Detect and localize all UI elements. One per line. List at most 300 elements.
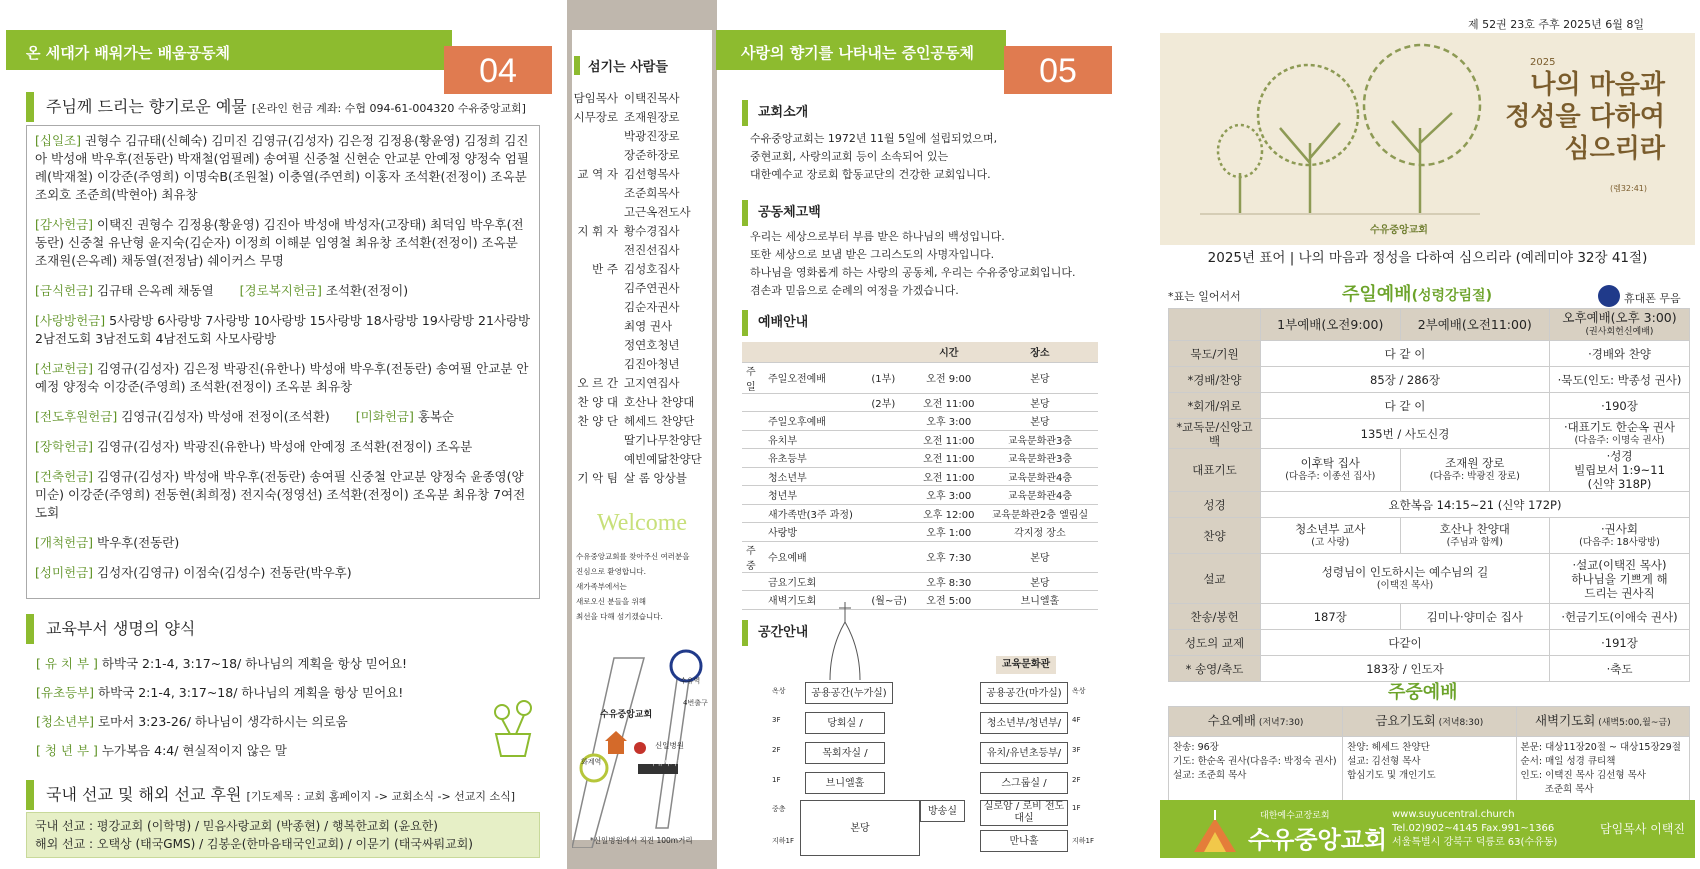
edu-dept: [ 청 년 부 ] xyxy=(36,743,98,758)
order-row xyxy=(1169,367,1690,393)
afternoon-text: ·190장 xyxy=(1601,398,1638,413)
order-row xyxy=(1169,630,1690,656)
staff-name: 고근옥전도사 xyxy=(624,205,691,219)
order-row xyxy=(1169,341,1690,367)
schedule-time: 오후 3:00 xyxy=(916,412,982,431)
order-label: * 송영/축도 xyxy=(1169,656,1261,682)
afternoon-cell xyxy=(1550,554,1690,604)
confess-text xyxy=(750,228,1100,300)
staff-role: 담임목사 xyxy=(573,91,618,105)
afternoon-cell xyxy=(1550,449,1690,492)
staff-row xyxy=(572,146,712,165)
floor-label: 옥상 xyxy=(772,687,786,695)
schedule-row xyxy=(742,467,1098,486)
welcome-line: 새로오신 분들을 위해 xyxy=(576,597,646,606)
church-logo-icon xyxy=(1190,810,1240,854)
schedule-place: 교육문화관2층 엘림실 xyxy=(982,504,1098,523)
floor-label: 중층 xyxy=(772,805,786,813)
staff-row xyxy=(572,108,712,127)
order-cell xyxy=(1261,518,1401,554)
order-cell xyxy=(1400,518,1550,554)
offering-label: [건축헌금] xyxy=(35,469,94,484)
staff-row xyxy=(572,222,712,241)
schedule-place: 교육문화관3층 xyxy=(982,430,1098,449)
afternoon-text: ·대표기도 한순옥 권사 xyxy=(1564,419,1675,434)
afternoon-text: ·권사회 xyxy=(1601,521,1638,536)
order-text: 호산나 찬양대 xyxy=(1439,521,1510,536)
afternoon-text: 하나님을 기쁘게 해 xyxy=(1571,571,1668,586)
weekday-col xyxy=(1169,707,1343,737)
footer-tel: Tel.02)902~4145 Fax.991~1366 xyxy=(1392,823,1555,834)
schedule-group xyxy=(742,430,764,449)
staff-name: 김성호집사 xyxy=(624,262,680,276)
afternoon-title: 오후예배(오후 3:00) xyxy=(1562,309,1677,325)
afternoon-cell xyxy=(1550,518,1690,554)
schedule-row xyxy=(742,591,1098,610)
offering-item xyxy=(35,312,531,348)
room-right: 공용공간(마가실) xyxy=(980,682,1068,704)
weekday-col-title: 새벽기도회 xyxy=(1534,712,1596,728)
schedule-part xyxy=(867,541,915,572)
order-text: 135번 / 사도신경 xyxy=(1360,426,1450,441)
church-steeple-icon xyxy=(800,598,890,683)
afternoon-text: ·축도 xyxy=(1606,661,1633,676)
offering-label: [선교헌금] xyxy=(35,361,94,376)
staff-role: 찬 양 단 xyxy=(577,414,618,428)
offering-names: 김영규(김성자) 박광진(유한나) 박성애 안예정 조석환(전정이) 조옥분 xyxy=(93,439,473,454)
schedule-service: 유치부 xyxy=(764,430,867,449)
offering-item xyxy=(35,564,531,582)
phone-mute-icon xyxy=(1598,285,1620,307)
order-cell xyxy=(1261,604,1401,630)
afternoon-cell xyxy=(1550,630,1690,656)
edu-list xyxy=(36,654,506,770)
room-left: 브니엘홀 xyxy=(805,772,885,794)
order-both xyxy=(1261,341,1550,367)
edu-item xyxy=(36,712,506,730)
schedule-row xyxy=(742,393,1098,412)
staff-role xyxy=(572,279,624,298)
order-text: 청소년부 교사 xyxy=(1295,521,1366,536)
schedule-time: 오후 3:00 xyxy=(916,486,982,505)
offering-label: [십일조] xyxy=(35,133,81,148)
staff-row xyxy=(572,165,712,184)
schedule-place: 본당 xyxy=(982,362,1098,393)
church-footer xyxy=(1160,800,1695,858)
staff-row xyxy=(572,450,712,469)
weekday-col-title: 금요기도회 xyxy=(1375,712,1436,728)
schedule-group xyxy=(742,523,764,542)
staff-row xyxy=(572,469,712,488)
afternoon-text: (신약 318P) xyxy=(1587,477,1652,491)
issue-info: 제 52권 23호 주후 2025년 6월 8일 xyxy=(1468,18,1644,31)
room-right: 스그룹실 / xyxy=(980,772,1068,794)
schedule-service: 수요예배 xyxy=(764,541,867,572)
order-both xyxy=(1261,419,1550,449)
order-text: 요한복음 14:15~21 (신약 172P) xyxy=(1388,497,1562,512)
staff-role xyxy=(572,203,624,222)
staff-role xyxy=(572,450,624,469)
edu-building-label: 교육문화관 xyxy=(996,656,1056,674)
location-map xyxy=(572,638,712,848)
staff-row xyxy=(572,374,712,393)
room-left: 본당 xyxy=(800,800,920,856)
schedule-place: 본당 xyxy=(982,572,1098,591)
staff-name: 김선형목사 xyxy=(624,167,680,181)
offering-label: [감사헌금] xyxy=(35,217,94,232)
staff-name: 장준하장로 xyxy=(624,148,680,162)
order-text: 성령님이 인도하시는 예수님의 길 xyxy=(1321,564,1489,579)
schedule-time: 오전 9:00 xyxy=(916,362,982,393)
schedule-row xyxy=(742,504,1098,523)
staff-role: 오 르 간 xyxy=(577,376,618,390)
flower-pot-icon xyxy=(488,700,538,760)
offering-item xyxy=(35,438,531,456)
cover-title-line3: 심으리라 xyxy=(1564,134,1665,164)
map-note: *신일병원에서 직진 100m거리 xyxy=(590,836,693,845)
floor-label: 옥상 xyxy=(1072,687,1086,695)
schedule-service xyxy=(764,393,867,412)
schedule-part: (2부) xyxy=(867,393,915,412)
offering-names: 김규태 은옥례 채동열 xyxy=(93,283,214,298)
welcome-line: 수유중앙교회를 찾아주신 여러분을 xyxy=(576,552,690,561)
staff-role xyxy=(572,298,624,317)
room-right: 유치/유년초등부/ xyxy=(980,742,1068,764)
worship-guide-title: 예배안내 xyxy=(742,310,808,336)
order-text: 조재원 장로 xyxy=(1445,456,1505,470)
schedule-time: 오전 11:00 xyxy=(916,430,982,449)
order-text: 187장 xyxy=(1313,609,1347,624)
afternoon-text: 드리는 권사직 xyxy=(1584,585,1655,600)
floor-label: 1F xyxy=(1072,804,1081,812)
schedule-service: 사랑방 xyxy=(764,523,867,542)
weekday-col-time: (저녁8:30) xyxy=(1435,717,1484,728)
staff-role xyxy=(572,241,624,260)
cover-logo: 수유중앙교회 xyxy=(1370,225,1428,236)
staff-name: 최영 권사 xyxy=(624,319,673,333)
order-row xyxy=(1169,419,1690,449)
intro-text xyxy=(750,130,1090,184)
floor-label: 3F xyxy=(772,716,781,724)
confess-title: 공동체고백 xyxy=(742,200,821,226)
staff-role: 교 역 자 xyxy=(577,167,618,181)
schedule-group xyxy=(742,467,764,486)
staff-role xyxy=(572,336,624,355)
confess-line: 우리는 세상으로부터 부름 받은 하나님의 백성입니다. xyxy=(750,230,1005,243)
offering-names: 홍복순 xyxy=(413,409,455,424)
schedule-row xyxy=(742,412,1098,431)
staff-name: 김순자권사 xyxy=(624,300,680,314)
staff-role xyxy=(572,355,624,374)
offering-title: 주님께 드리는 향기로운 예물 [온라인 헌금 계좌: 수협 094-61-004320 수유중앙교회] xyxy=(26,92,526,122)
staff-row xyxy=(572,184,712,203)
offering-label: [장학헌금] xyxy=(35,439,94,454)
staff-name: 호산나 찬양대 xyxy=(624,395,695,409)
schedule-place: 본당 xyxy=(982,541,1098,572)
weekday-fri xyxy=(1343,737,1516,802)
staff-role xyxy=(572,146,624,165)
weekday-line: 본문: 대상11장20절 ~ 대상15장29절 xyxy=(1520,742,1681,753)
offering-names: 이택진 권형수 김정용(황윤영) 김진아 박성애 박성자(고장태) 최덕임 박우후(전동란) 신중철 유난형 윤지숙(김순자) 이정희 이해분 임영철 최유창 조석환(전정이) 조옥분 조재원(은옥례) 채동열(전정남) 쉐이커스 무명 xyxy=(35,217,524,268)
staff-role: 지 휘 자 xyxy=(577,224,618,238)
order-text: 183장 / 인도자 xyxy=(1366,661,1444,676)
space-title: 공간안내 xyxy=(742,620,808,646)
phone-note: 휴대폰 무음 xyxy=(1624,292,1681,305)
footer-contact xyxy=(1392,808,1557,850)
mission-overseas: 해외 선교 : 오택상 (태국GMS) / 김봉운(한마음태국인교회) / 이문기 (태국싸뤄교회) xyxy=(35,837,473,851)
map-crossroad-label: 화계역 xyxy=(581,758,602,766)
offering-item xyxy=(35,216,531,270)
order-label: 찬송/봉헌 xyxy=(1169,604,1261,630)
weekday-dawn xyxy=(1516,737,1689,802)
schedule-service: 청년부 xyxy=(764,486,867,505)
staff-role: 찬 양 대 xyxy=(577,395,618,409)
staff-role xyxy=(572,184,624,203)
schedule-time: 오후 12:00 xyxy=(916,504,982,523)
stand-note: *표는 일어서서 xyxy=(1168,290,1241,303)
staff-name: 김주연권사 xyxy=(624,281,680,295)
order-text: 다 같 이 xyxy=(1384,346,1426,361)
schedule-row xyxy=(742,572,1098,591)
confess-line: 또한 세상으로 보냄 받은 그리스도의 사명자입니다. xyxy=(750,248,995,261)
staff-name: 조재원장로 xyxy=(624,110,680,124)
order-label: 성도의 교제 xyxy=(1169,630,1261,656)
afternoon-text: ·묵도(인도: 박종성 권사) xyxy=(1557,372,1682,387)
weekday-wed xyxy=(1169,737,1343,802)
page-header-2: 사랑의 향기를 나타내는 증인공동체 xyxy=(716,30,1006,70)
offering-names: 5사랑방 6사랑방 7사랑방 10사랑방 15사랑방 18사랑방 19사랑방 21사랑방 2남전도회 3남전도회 4남전도회 사모사랑방 xyxy=(35,313,531,346)
schedule-service: 주일오후예배 xyxy=(764,412,867,431)
staff-row xyxy=(572,260,712,279)
order-row xyxy=(1169,393,1690,419)
schedule-group xyxy=(742,504,764,523)
edu-lesson: 누가복음 4:4/ 현실적이지 않은 말 xyxy=(97,743,287,758)
floor-label: 1F xyxy=(772,776,781,784)
floor-label: 2F xyxy=(772,746,781,754)
order-text: 김미나·양미순 집사 xyxy=(1426,609,1523,624)
order-subtext: (고 사랑) xyxy=(1311,536,1350,548)
page-number-2: 05 xyxy=(1004,46,1112,94)
edu-dept: [청소년부] xyxy=(36,714,95,729)
edu-item xyxy=(36,741,506,759)
order-both xyxy=(1261,367,1550,393)
schedule-group: 주일 xyxy=(742,362,764,393)
schedule-part xyxy=(867,430,915,449)
schedule-time: 오후 8:30 xyxy=(916,572,982,591)
offering-label: [성미헌금] xyxy=(35,565,94,580)
order-cell xyxy=(1400,449,1550,492)
edu-lesson: 하박국 2:1-4, 3:17~18/ 하나님의 계획을 항상 믿어요! xyxy=(97,656,408,671)
room-left: 공용공간(누가실) xyxy=(805,682,893,704)
afternoon-cell xyxy=(1550,419,1690,449)
offering-names: 조석환(전정이) xyxy=(321,283,409,298)
schedule-service: 새가족반(3주 과정) xyxy=(764,504,867,523)
afternoon-text: ·설교(이택진 목사) xyxy=(1572,557,1667,572)
staff-role xyxy=(572,431,624,450)
schedule-part xyxy=(867,504,915,523)
schedule-time: 오전 11:00 xyxy=(916,449,982,468)
map-station-label: 수유역 xyxy=(680,677,701,685)
worship-schedule-table xyxy=(742,342,1098,610)
cover-art xyxy=(1160,33,1695,245)
weekday-col-time: (새벽5:00,월~금) xyxy=(1595,717,1671,728)
offering-names: 김영규(김성자) 김은정 박광진(유한나) 박성애 박우후(전동란) 송여필 안교분 안예정 양정숙 이강준(주영희) 조석환(전정이) 조옥분 최유창 xyxy=(35,361,529,394)
schedule-part xyxy=(867,467,915,486)
schedule-part xyxy=(867,486,915,505)
room-right: 만나홀 xyxy=(980,830,1068,852)
afternoon-text: 빌립보서 1:9~11 xyxy=(1574,463,1665,477)
edu-dept: [ 유 치 부 ] xyxy=(36,656,98,671)
staff-row xyxy=(572,241,712,260)
offering-label: [사랑방헌금] xyxy=(35,313,106,328)
staff-name: 조준희목사 xyxy=(624,186,680,200)
afternoon-cell xyxy=(1550,604,1690,630)
edu-lesson: 로마서 3:23-26/ 하나님이 생각하시는 의로움 xyxy=(94,714,348,729)
order-subtext: (다음주: 이종선 집사) xyxy=(1285,471,1376,482)
cover-title xyxy=(1505,69,1665,165)
afternoon-text: ·헌금기도(이애숙 권사) xyxy=(1561,609,1678,624)
order-row xyxy=(1169,449,1690,492)
weekday-col-time: (저녁7:30) xyxy=(1255,717,1304,728)
cover-title-line2: 정성을 다하여 xyxy=(1505,102,1665,132)
page-header: 온 세대가 배워가는 배움공동체 xyxy=(6,30,452,70)
schedule-time: 오후 1:00 xyxy=(916,523,982,542)
map-road-label: 수유사거리 xyxy=(650,759,684,767)
room-right: 청소년부/청년부/ xyxy=(980,712,1068,734)
schedule-time: 오후 7:30 xyxy=(916,541,982,572)
schedule-group xyxy=(742,449,764,468)
afternoon-header xyxy=(1550,309,1690,341)
intro-line: 수유중앙교회는 1972년 11월 5일에 설립되었으며, xyxy=(750,132,998,145)
schedule-group xyxy=(742,591,764,610)
offering-item xyxy=(35,360,531,396)
map-exit-label: 4번출구 xyxy=(683,699,708,707)
edu-item xyxy=(36,683,506,701)
staff-row xyxy=(572,336,712,355)
schedule-row xyxy=(742,449,1098,468)
schedule-place: 교육문화관4층 xyxy=(982,467,1098,486)
staff-role xyxy=(572,317,624,336)
staff-row xyxy=(572,89,712,108)
welcome-line: 진심으로 환영합니다. xyxy=(576,567,646,576)
order-row xyxy=(1169,604,1690,630)
schedule-service: 금요기도회 xyxy=(764,572,867,591)
room-left: 당회실 / xyxy=(805,712,885,734)
room-left: 방송실 xyxy=(920,800,965,822)
schedule-header-blank xyxy=(742,342,916,362)
schedule-group xyxy=(742,412,764,431)
order-text: 다 같 이 xyxy=(1384,398,1426,413)
order-label: *경배/찬양 xyxy=(1169,367,1261,393)
staff-title: 섬기는 사람들 xyxy=(574,56,712,75)
cover-verse: (렘32:41) xyxy=(1609,184,1647,193)
welcome-line: 새가족부에서는 xyxy=(576,582,627,591)
welcome-text xyxy=(572,549,712,624)
weekday-line: 인도: 이택진 목사 김선형 목사 xyxy=(1520,770,1646,781)
service-1-header: 1부예배(오전9:00) xyxy=(1261,309,1401,341)
map-church-label: 수유중앙교회 xyxy=(600,710,653,720)
schedule-header xyxy=(742,342,1098,362)
order-label: *교독문/신앙고백 xyxy=(1169,419,1261,449)
schedule-service: 유초등부 xyxy=(764,449,867,468)
offering-label: [경로복지헌금] xyxy=(239,283,322,298)
weekday-line: 찬양: 헤세드 찬양단 xyxy=(1347,742,1430,753)
order-row xyxy=(1169,554,1690,604)
offering-item xyxy=(35,468,531,522)
staff-row xyxy=(572,279,712,298)
afternoon-cell xyxy=(1550,656,1690,682)
order-header-blank xyxy=(1169,309,1261,341)
offering-list xyxy=(26,125,540,599)
offering-names: 김성자(김영규) 이점숙(김성수) 전동란(박우후) xyxy=(93,565,352,580)
schedule-service: 청소년부 xyxy=(764,467,867,486)
schedule-group xyxy=(742,393,764,412)
weekday-col-title: 수요예배 xyxy=(1207,712,1256,728)
weekday-worship-table xyxy=(1168,706,1690,802)
weekday-header xyxy=(1169,707,1690,737)
staff-role: 시무장로 xyxy=(573,110,618,124)
staff-name: 박광진장로 xyxy=(624,129,680,143)
offering-label: [금식헌금] xyxy=(35,283,94,298)
floor-label: 2F xyxy=(1072,776,1081,784)
service-2-header: 2부예배(오전11:00) xyxy=(1400,309,1550,341)
order-text: 다같이 xyxy=(1388,635,1422,650)
staff-role xyxy=(572,127,624,146)
footer-address: 서울특별시 강북구 덕릉로 63(수유동) xyxy=(1392,837,1558,848)
year-motto: 2025년 표어 | 나의 마음과 정성을 다하여 심으리라 (예레미야 32장 41절) xyxy=(1207,250,1648,266)
schedule-row xyxy=(742,430,1098,449)
schedule-row xyxy=(742,362,1098,393)
floor-label: 지하1F xyxy=(1072,837,1095,845)
page-number: 04 xyxy=(444,46,552,94)
afternoon-subtitle: (권사회헌신예배) xyxy=(1585,326,1654,337)
order-label: 설교 xyxy=(1169,554,1261,604)
order-label: *회개/위로 xyxy=(1169,393,1261,419)
order-both xyxy=(1261,630,1550,656)
schedule-place: 교육문화관4층 xyxy=(982,486,1098,505)
order-both xyxy=(1261,554,1550,604)
staff-row xyxy=(572,298,712,317)
weekday-line: 찬송: 96장 xyxy=(1173,742,1219,753)
schedule-part xyxy=(867,523,915,542)
order-subtext: (주님과 함께) xyxy=(1446,536,1503,548)
cover-year: 2025 xyxy=(1530,57,1556,68)
weekday-line: 기도: 한순옥 권사(다음주: 박정숙 권사) xyxy=(1173,756,1337,767)
schedule-service: 새벽기도회 xyxy=(764,591,867,610)
order-cell xyxy=(1261,449,1401,492)
staff-row xyxy=(572,355,712,374)
staff-name: 딸기나무찬양단 xyxy=(624,433,702,447)
schedule-col-place: 장소 xyxy=(982,342,1098,362)
schedule-part xyxy=(867,412,915,431)
staff-name: 정연호청년 xyxy=(624,338,680,352)
order-row xyxy=(1169,518,1690,554)
staff-name: 고지연집사 xyxy=(624,376,680,390)
confess-line: 겸손과 믿음으로 순례의 여정을 가겠습니다. xyxy=(750,284,959,297)
staff-name: 살 롬 앙상블 xyxy=(624,471,687,485)
edu-title: 교육부서 생명의 양식 xyxy=(26,614,195,644)
order-both xyxy=(1261,393,1550,419)
staff-row xyxy=(572,127,712,146)
cover-title-line1: 나의 마음과 xyxy=(1530,70,1665,100)
schedule-place: 본당 xyxy=(982,412,1098,431)
staff-name: 전진선집사 xyxy=(624,243,680,257)
floor-label: 지하1F xyxy=(772,837,795,845)
schedule-part: (월~금) xyxy=(867,591,915,610)
staff-name: 예빈예닮찬양단 xyxy=(624,452,702,466)
confess-line: 하나님을 영화롭게 하는 사랑의 공동체, 우리는 수유중앙교회입니다. xyxy=(750,266,1076,279)
staff-name: 황수경집사 xyxy=(624,224,680,238)
